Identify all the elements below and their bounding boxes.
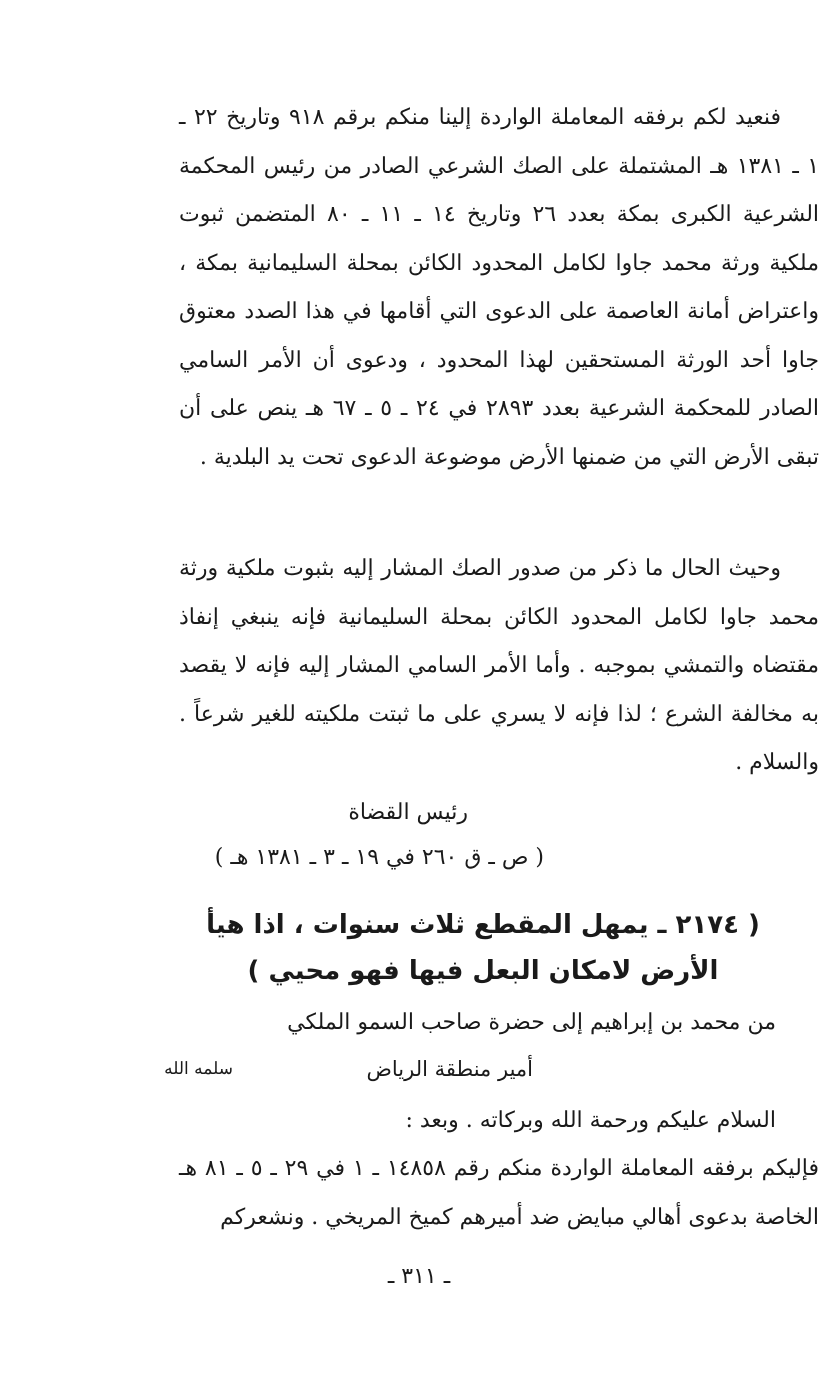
letter-addressee: أمير منطقة الرياض bbox=[366, 1057, 533, 1081]
paragraph-text: وحيث الحال ما ذكر من صدور الصك المشار إليه بثبوت ملكية ورثة محمد جاوا لكامل المحدود الكائن بمحلة السليمانية فإنه ينبغي إنفاذ مقتضاه والتمشي بموجبه . وأما الأمر السامي المشار إليه فإنه لا يقصد به مخالفة الشرع ؛ لذا فإنه لا يسري على ما ثبتت ملكيته للغير شرعاً . والسلام . bbox=[179, 556, 819, 775]
letter-blessing: سلمه الله bbox=[164, 1059, 233, 1079]
signature-title: رئيس القضاة bbox=[348, 800, 468, 825]
page-number: ـ ٣١١ ـ bbox=[387, 1264, 451, 1289]
letter-from-line: من محمد بن إبراهيم إلى حضرة صاحب السمو الملكي bbox=[287, 1010, 776, 1035]
paragraph-letter-body bbox=[179, 1145, 819, 1242]
letter-greeting: السلام عليكم ورحمة الله وبركاته . وبعد : bbox=[405, 1108, 776, 1133]
section-heading: ( ٢١٧٤ ـ يمهل المقطع ثلاث سنوات ، اذا هيأ الأرض لامكان البعل فيها فهو محيي ) bbox=[206, 910, 760, 986]
paragraph-ruling bbox=[179, 545, 819, 788]
paragraph-text: فإليكم برفقه المعاملة الواردة منكم رقم ١٤٨٥٨ ـ ١ في ٢٩ ـ ٥ ـ ٨١ هـ الخاصة بدعوى أهالي مبايض ضد أميرهم كميخ المريخي . ونشعركم bbox=[179, 1156, 819, 1230]
paragraph-text: فنعيد لكم برفقه المعاملة الواردة إلينا منكم برقم ٩١٨ وتاريخ ٢٢ ـ ١ ـ ١٣٨١ هـ المشتملة على الصك الشرعي الصادر من رئيس المحكمة الشرعية الكبرى بمكة بعدد ٢٦ وتاريخ ١٤ ـ ١١ ـ ٨٠ المتضمن ثبوت ملكية ورثة محمد جاوا لكامل المحدود الكائن بمحلة السليمانية بمكة ، واعتراض أمانة العاصمة على الدعوى التي أقامها في هذا الصدد معتوق جاوا أحد الورثة المستحقين لهذا المحدود ، ودعوى أن الأمر السامي الصادر للمحكمة الشرعية بعدد ٢٨٩٣ في ٢٤ ـ ٥ ـ ٦٧ هـ ينص على أن تبقى الأرض التي من ضمنها الأرض موضوعة الدعوى تحت يد البلدية . bbox=[179, 105, 820, 470]
signature-reference: ( ص ـ ق ٢٦٠ في ١٩ ـ ٣ ـ ١٣٨١ هـ ) bbox=[214, 845, 544, 870]
paragraph-deed-review bbox=[179, 94, 819, 482]
